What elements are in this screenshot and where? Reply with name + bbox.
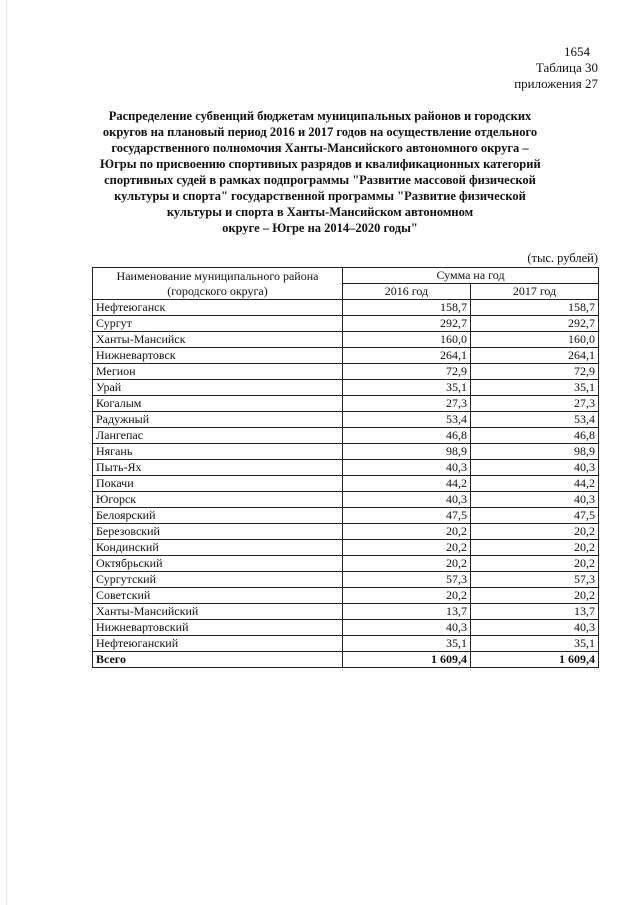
amount-2016-cell: 160,0 — [343, 332, 471, 348]
amount-2016-cell: 40,3 — [343, 460, 471, 476]
district-name-cell: Когалым — [93, 396, 343, 412]
table-row — [93, 316, 599, 332]
amount-2017-cell: 20,2 — [471, 588, 599, 604]
amount-2016-cell: 35,1 — [343, 380, 471, 396]
amount-2016-cell: 47,5 — [343, 508, 471, 524]
district-name-cell: Березовский — [93, 524, 343, 540]
amount-2016-cell: 72,9 — [343, 364, 471, 380]
title-line: культуры и спорта" государственной программы "Развитие физической — [114, 189, 526, 203]
district-name-cell: Нягань — [93, 444, 343, 460]
district-name-cell: Нижневартовск — [93, 348, 343, 364]
column-header-2017: 2017 год — [471, 284, 599, 300]
district-name-cell: Покачи — [93, 476, 343, 492]
title-line: государственного полномочия Ханты-Мансийского автономного округа – — [111, 141, 529, 155]
amount-2016-cell: 292,7 — [343, 316, 471, 332]
table-row — [93, 588, 599, 604]
table-row — [93, 556, 599, 572]
table-row — [93, 412, 599, 428]
table-total-row — [93, 652, 599, 668]
district-name-cell: Сургут — [93, 316, 343, 332]
amount-2016-cell: 1 609,4 — [343, 652, 471, 668]
amount-2016-cell: 13,7 — [343, 604, 471, 620]
column-header-sum: Сумма на год — [343, 268, 599, 284]
amount-2016-cell: 46,8 — [343, 428, 471, 444]
table-row — [93, 540, 599, 556]
amount-2016-cell: 35,1 — [343, 636, 471, 652]
title-line: культуры и спорта в Ханты-Мансийском автономном — [166, 205, 474, 219]
amount-2017-cell: 292,7 — [471, 316, 599, 332]
district-name-cell: Радужный — [93, 412, 343, 428]
amount-2017-cell: 40,3 — [471, 460, 599, 476]
district-name-cell: Кондинский — [93, 540, 343, 556]
table-row — [93, 636, 599, 652]
amount-2016-cell: 20,2 — [343, 556, 471, 572]
district-name-cell: Сургутский — [93, 572, 343, 588]
page-number: 1654 — [564, 44, 590, 59]
district-name-cell: Белоярский — [93, 508, 343, 524]
amount-2016-cell: 158,7 — [343, 300, 471, 316]
title-line: округов на плановый период 2016 и 2017 годов на осуществление отдельного — [102, 125, 538, 139]
table-row — [93, 444, 599, 460]
table-row — [93, 460, 599, 476]
district-name-cell: Югорск — [93, 492, 343, 508]
amount-2017-cell: 160,0 — [471, 332, 599, 348]
table-row — [93, 396, 599, 412]
amount-2017-cell: 98,9 — [471, 444, 599, 460]
amount-2017-cell: 46,8 — [471, 428, 599, 444]
table-reference — [514, 60, 598, 92]
table-row — [93, 476, 599, 492]
amount-2017-cell: 35,1 — [471, 636, 599, 652]
district-name-cell: Ханты-Мансийский — [93, 604, 343, 620]
title-line: Распределение субвенций бюджетам муниципальных районов и городских — [108, 109, 532, 123]
district-name-cell: Октябрьский — [93, 556, 343, 572]
amount-2016-cell: 57,3 — [343, 572, 471, 588]
table-row — [93, 364, 599, 380]
amount-2017-cell: 1 609,4 — [471, 652, 599, 668]
amount-2016-cell: 264,1 — [343, 348, 471, 364]
table-body — [93, 300, 599, 668]
scan-margin-line — [6, 0, 7, 905]
district-name-cell: Всего — [93, 652, 343, 668]
amount-2016-cell: 53,4 — [343, 412, 471, 428]
district-name-cell: Пыть-Ях — [93, 460, 343, 476]
district-name-cell: Ханты-Мансийск — [93, 332, 343, 348]
document-title — [100, 108, 540, 236]
district-name-cell: Нефтеюганский — [93, 636, 343, 652]
units-label: (тыс. рублей) — [527, 251, 598, 265]
district-name-cell: Нижневартовский — [93, 620, 343, 636]
amount-2016-cell: 27,3 — [343, 396, 471, 412]
amount-2016-cell: 40,3 — [343, 620, 471, 636]
amount-2017-cell: 47,5 — [471, 508, 599, 524]
district-name-cell: Урай — [93, 380, 343, 396]
table-row — [93, 508, 599, 524]
table-row — [93, 524, 599, 540]
amount-2017-cell: 20,2 — [471, 540, 599, 556]
amount-2017-cell: 35,1 — [471, 380, 599, 396]
amount-2017-cell: 264,1 — [471, 348, 599, 364]
amount-2017-cell: 20,2 — [471, 556, 599, 572]
title-line: спортивных судей в рамках подпрограммы "Развитие массовой физической — [104, 173, 536, 187]
amount-2017-cell: 20,2 — [471, 524, 599, 540]
title-line: Югры по присвоению спортивных разрядов и квалификационных категорий — [100, 157, 541, 171]
table-row — [93, 348, 599, 364]
district-name-cell: Лангепас — [93, 428, 343, 444]
table-row — [93, 492, 599, 508]
table-row — [93, 380, 599, 396]
amount-2016-cell: 20,2 — [343, 524, 471, 540]
table-label: Таблица 30 — [535, 60, 598, 75]
table-row — [93, 572, 599, 588]
district-name-cell: Мегион — [93, 364, 343, 380]
appendix-label: приложения 27 — [514, 76, 598, 91]
table-row — [93, 604, 599, 620]
amount-2017-cell: 158,7 — [471, 300, 599, 316]
amount-2017-cell: 13,7 — [471, 604, 599, 620]
column-header-2016: 2016 год — [343, 284, 471, 300]
column-header-name — [93, 268, 343, 300]
table-row — [93, 332, 599, 348]
amount-2017-cell: 57,3 — [471, 572, 599, 588]
amount-2017-cell: 27,3 — [471, 396, 599, 412]
amount-2016-cell: 20,2 — [343, 540, 471, 556]
amount-2016-cell: 20,2 — [343, 588, 471, 604]
amount-2017-cell: 53,4 — [471, 412, 599, 428]
table-row — [93, 428, 599, 444]
column-header-name-line1: Наименование муниципального района — [116, 268, 319, 283]
table-row — [93, 300, 599, 316]
amount-2016-cell: 44,2 — [343, 476, 471, 492]
table-row — [93, 620, 599, 636]
amount-2016-cell: 98,9 — [343, 444, 471, 460]
amount-2017-cell: 40,3 — [471, 492, 599, 508]
district-name-cell: Нефтеюганск — [93, 300, 343, 316]
amount-2017-cell: 40,3 — [471, 620, 599, 636]
amount-2017-cell: 72,9 — [471, 364, 599, 380]
district-name-cell: Советский — [93, 588, 343, 604]
column-header-name-line2: (городского округа) — [167, 283, 268, 298]
title-line: округе – Югре на 2014–2020 годы" — [222, 221, 418, 235]
amount-2017-cell: 44,2 — [471, 476, 599, 492]
subvention-table — [92, 267, 599, 668]
amount-2016-cell: 40,3 — [343, 492, 471, 508]
